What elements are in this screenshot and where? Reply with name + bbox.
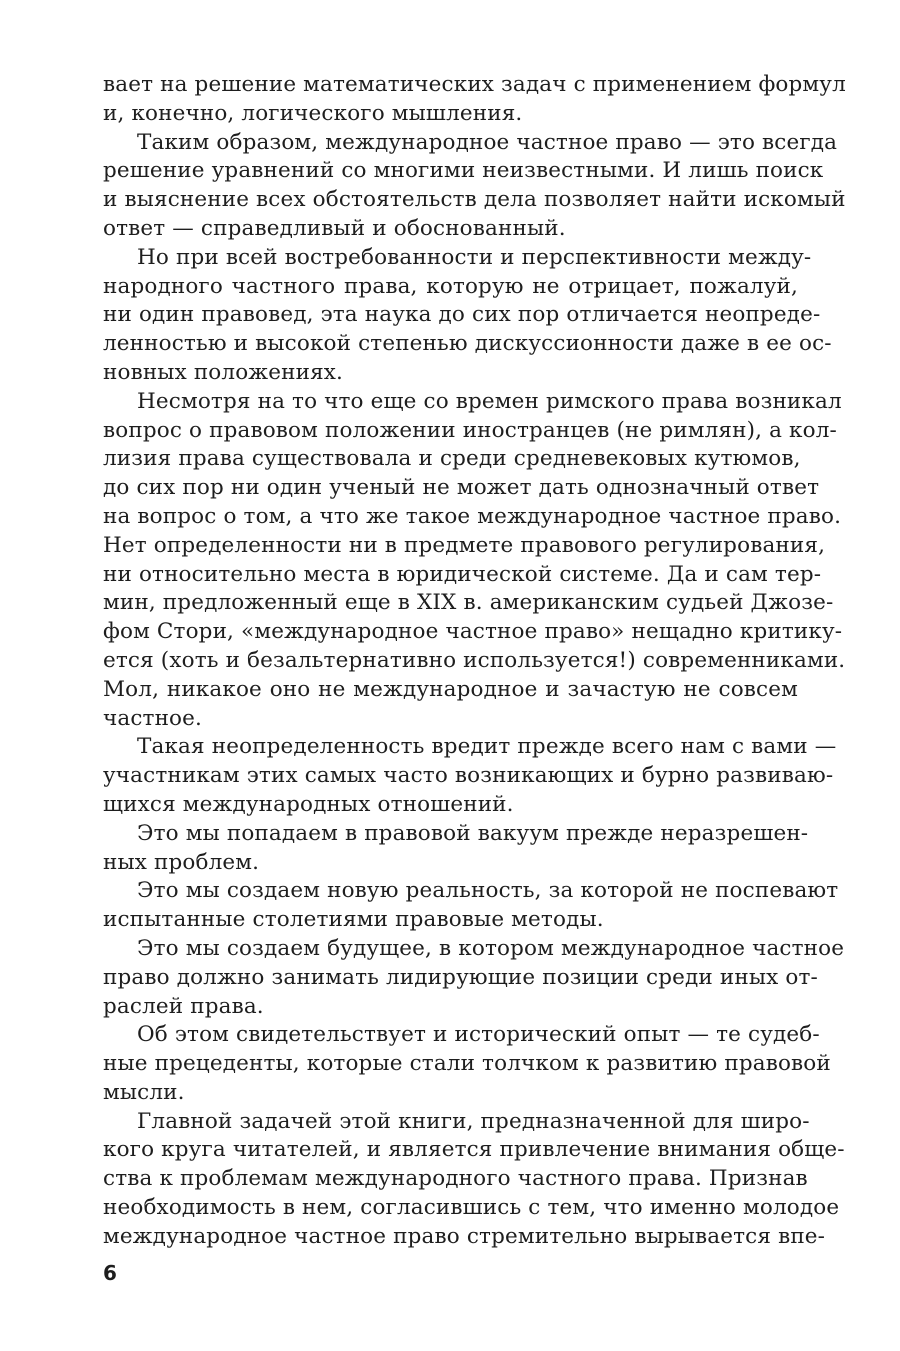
text-line: Это мы создаем будущее, в котором международное частное [137, 935, 845, 961]
paragraph-5 [103, 733, 837, 819]
text-line: народного частного права, которую не отрицает, пожалуй, [103, 273, 798, 299]
text-line: и, конечно, логического мышления. [103, 100, 523, 126]
text-line: на вопрос о том, а что же такое международное частное право. [103, 503, 842, 529]
text-line: Но при всей востребованности и перспективности между- [137, 244, 812, 270]
paragraph-3 [103, 244, 832, 388]
text-line: Несмотря на то что еще со времен римского права возникал [137, 388, 842, 414]
text-line: ни относительно места в юридической системе. Да и сам тер- [103, 561, 822, 587]
text-line: щихся международных отношений. [103, 791, 514, 817]
text-line: международное частное право стремительно вырывается впе- [103, 1223, 826, 1249]
paragraph-10 [103, 1108, 845, 1252]
text-line: ответ — справедливый и обоснованный. [103, 215, 566, 241]
paragraph-6 [103, 820, 809, 878]
text-line: Это мы создаем новую реальность, за которой не поспевают [137, 878, 839, 904]
text-line: фом Стори, «международное частное право» нещадно критику- [103, 619, 843, 645]
text-line: вопрос о правовом положении иностранцев (не римлян), а кол- [103, 417, 837, 443]
text-line: кого круга читателей, и является привлечение внимания обще- [103, 1137, 845, 1163]
text-line: ных проблем. [103, 849, 260, 875]
page-body [103, 71, 846, 1252]
text-line: новных положениях. [103, 359, 344, 385]
text-line: Такая неопределенность вредит прежде всего нам с вами — [137, 734, 837, 760]
text-line: и выяснение всех обстоятельств дела позволяет найти искомый [103, 187, 846, 213]
paragraph-8 [103, 935, 845, 1021]
paragraph-9 [103, 1021, 831, 1107]
text-line: ется (хоть и безальтернативно используется!) современниками. [103, 647, 846, 673]
text-line: ные прецеденты, которые стали толчком к развитию правовой [103, 1051, 831, 1077]
text-line: мин, предложенный еще в XIX в. американским судьей Джозе- [103, 590, 834, 616]
text-line: необходимость в нем, согласившись с тем, что именно молодое [103, 1195, 840, 1221]
text-line: Главной задачей этой книги, предназначенной для широ- [137, 1108, 810, 1134]
text-line: ленностью и высокой степенью дискуссионности даже в ее ос- [103, 331, 832, 357]
text-line: частное. [103, 705, 202, 731]
text-line: Нет определенности ни в предмете правового регулирования, [103, 532, 826, 558]
paragraph-7 [103, 877, 839, 935]
text-line: испытанные столетиями правовые методы. [103, 907, 604, 933]
paragraph-4 [103, 388, 846, 734]
text-line: до сих пор ни один ученый не может дать однозначный ответ [103, 475, 820, 501]
page-number: 6 [103, 1261, 117, 1285]
paragraph-2 [103, 129, 846, 244]
text-line: решение уравнений со многими неизвестными. И лишь поиск [103, 158, 824, 184]
text-line: раслей права. [103, 993, 264, 1019]
text-line: лизия права существовала и среди средневековых кутюмов, [103, 446, 801, 472]
paragraph-1 [103, 71, 846, 129]
text-line: ства к проблемам международного частного права. Признав [103, 1166, 808, 1192]
text-line: мысли. [103, 1079, 185, 1105]
text-line: вает на решение математических задач с применением формул [103, 72, 846, 97]
text-line: Об этом свидетельствует и исторический опыт — те судеб- [137, 1022, 820, 1048]
text-line: ни один правовед, эта наука до сих пор отличается неопреде- [103, 302, 821, 328]
text-line: Таким образом, международное частное право — это всегда [137, 129, 838, 155]
text-line: участникам этих самых часто возникающих и бурно развиваю- [103, 763, 834, 789]
text-line: Это мы попадаем в правовой вакуум прежде неразрешен- [137, 820, 809, 846]
text-line: право должно занимать лидирующие позиции среди иных от- [103, 964, 818, 990]
text-line: Мол, никакое оно не международное и зачастую не совсем [103, 676, 798, 702]
